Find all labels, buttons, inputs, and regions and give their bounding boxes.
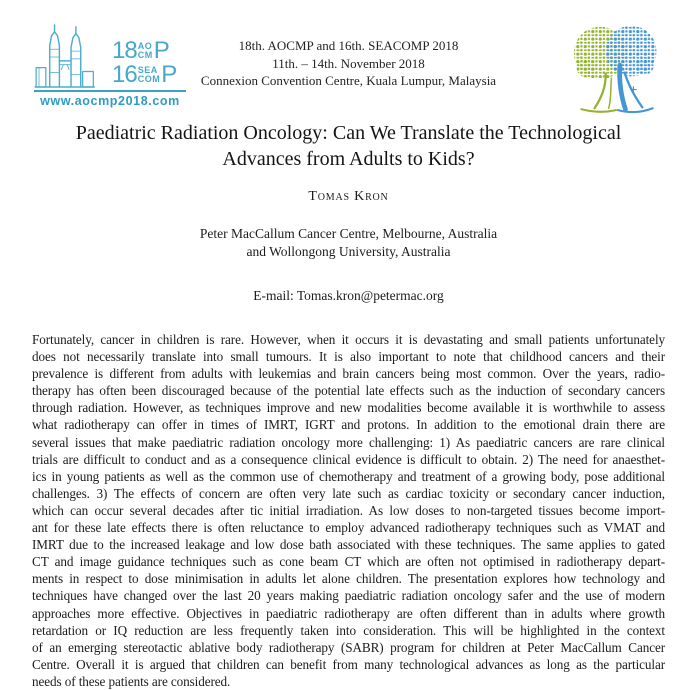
abstract-line: challenges. 3) The effects of concern are often very late such as cardiac toxicity or secondary cancer induction, (32, 485, 665, 501)
abstract-line: trials are difficult to conduct and as a consequence clinical evidence is difficult to obtain. 2) The need for anaesthet- (32, 451, 665, 467)
conference-info (139, 37, 559, 90)
abstract-line: retardation or IQ reduction are less frequently taken into consideration. This will be highlighted in the context (32, 622, 665, 638)
author-email: E-mail: Tomas.kron@petermac.org (253, 288, 444, 303)
abstract-line: Fortunately, cancer in children is rare. However, when it occurs it is devastating and small patients unfortunately (32, 332, 665, 347)
paper-title-line1: Paediatric Radiation Oncology: Can We Translate the Technological (75, 122, 622, 144)
abstract-line: approaches more effective. Objectives in paediatric radiotherapy are often different than in adults where growth (32, 605, 665, 621)
paper-title-line2: Advances from Adults to Kids? (222, 147, 475, 170)
abstract-line: techniques have changed over the last 20 years making paediatric radiation oncology safer and the use of modern (32, 588, 665, 604)
conference-venue-line: Connexion Convention Centre, Kuala Lumpur, Malaysia (200, 73, 497, 88)
logo-letter-p: P (161, 61, 178, 88)
conference-header (0, 0, 697, 112)
logo-divider-line (34, 90, 186, 92)
abstract-line: which can occur several decades after tic initial irradiation. As low doses to non-targeted tissues become import- (32, 502, 665, 518)
abstract-line: Centre. Overall it is argued that children can benefit from many technological advances as long as the particular (32, 656, 665, 672)
author-name: Tomas Kron (308, 189, 389, 204)
abstract-body (32, 331, 665, 690)
abstract-line: CT and image guidance techniques such as cone beam CT which are often not optimised in radiotherapy depart- (32, 554, 665, 570)
conference-website-text: www.aocmp2018.com (40, 94, 180, 108)
abstract-line: needs of these patients are considered. (32, 673, 231, 689)
abstract-line: IMRT due to the increased leakage and low dose bath associated with these techniques. The same applies to gated (32, 537, 665, 553)
abstract-line: ant for these late effects there is often reluctance to employ advanced radiotherapy techniques such as VMAT and (32, 520, 665, 536)
abstract-line: ments in respect to dose minimisation in adults let alone children. The presentation explores how technology and (32, 571, 665, 587)
logo-number-16: 16 (112, 61, 137, 88)
abstract-line: what radiotherapy can offer in times of IMRT, IGRT and protons. In addition to the emotional drain there are (32, 417, 665, 433)
paper-title (0, 121, 697, 172)
petronas-towers-icon (34, 24, 110, 88)
abstract-line: of an emerging stereotactic ablative body radiotherapy (SABR) program for children at Peter MacCallum Cancer (32, 639, 665, 655)
abstract-line: therapy has often been discouraged because of the potential late effects such as the induction of secondary cancers (32, 383, 665, 399)
author-affiliation (0, 225, 697, 261)
conference-name-line: 18th. AOCMP and 16th. SEACOMP 2018 (238, 38, 459, 53)
logo-stack-seacom: SEA COM (137, 65, 161, 84)
abstract-line: does not necessarily translate into small tumours. It is also important to note that childhood cancers and their (32, 349, 665, 365)
logo-stack-aocm: AO CM (137, 41, 153, 60)
abstract-line: through radiation. However, as techniques improve and new modalities become available it is worthwhile to assess (32, 400, 665, 416)
conference-dates-line: 11th. – 14th. November 2018 (272, 55, 425, 71)
affiliation-line1: Peter MacCallum Cancer Centre, Melbourne, Australia (199, 226, 498, 241)
abstract-line: prevalence is different from adults with leukemias and brain cancers being most common. Over the years, radio- (32, 366, 665, 382)
logo-number-18: 18 (112, 37, 137, 64)
science-tree-logo-icon (561, 22, 673, 112)
abstract-line: several issues that make paediatric radiation oncology more challenging: 1) As paediatric cancers are rare clinical (32, 434, 665, 450)
abstract-line: ics in young patients as well as the common use of chemotherapy and treatment of a growing body, pose additional (32, 468, 665, 484)
affiliation-line2: and Wollongong University, Australia (246, 244, 451, 259)
logo-letter-p: P (153, 37, 170, 64)
